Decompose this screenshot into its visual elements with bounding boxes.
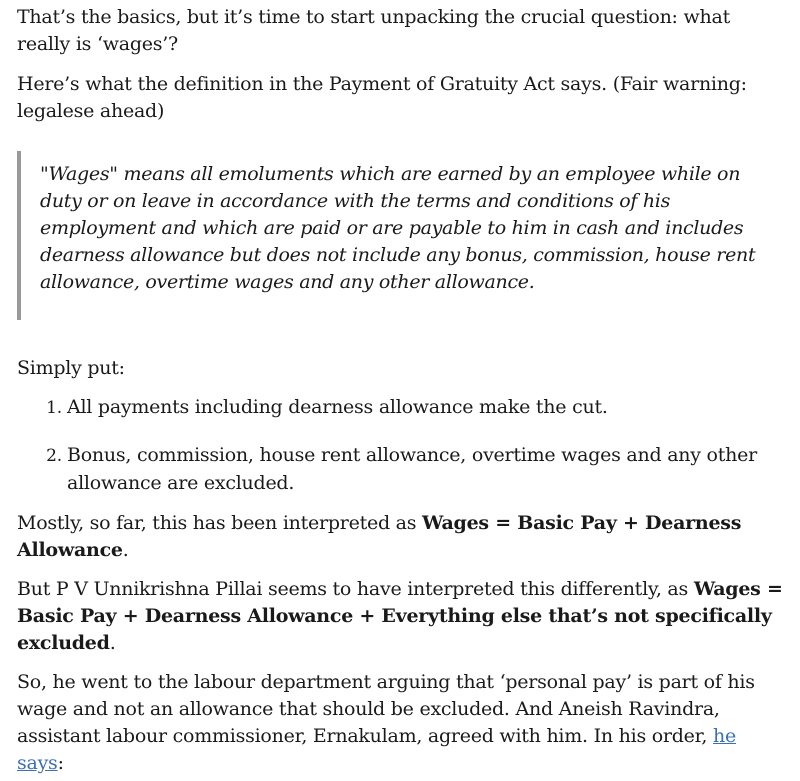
but-suffix: . <box>109 632 116 654</box>
he-says-link[interactable]: he says <box>17 725 736 774</box>
definition-intro-paragraph: Here’s what the definition in the Payment of Gratuity Act says. (Fair warning: legalese ahead) <box>17 73 747 122</box>
definition-blockquote <box>17 151 780 320</box>
quote-text: "Wages" means all emoluments which are earned by an employee while on duty or on leave in accordance with the terms and conditions of his employment and which are paid or are payable to him in cash and includes dearness allowance but does not include any bonus, commission, house rent allowance, overtime wages and any other allowance. <box>40 163 756 293</box>
but-paragraph <box>17 576 787 657</box>
list-item: 1. All payments including dearness allowance make the cut. <box>67 393 787 421</box>
but-text: But P V Unnikrishna Pillai seems to have interpreted this differently, as <box>17 578 694 600</box>
summary-list <box>17 393 787 497</box>
list-item: 2. Bonus, commission, house rent allowance, overtime wages and any other allowance are excluded. <box>67 441 787 497</box>
mostly-text: Mostly, so far, this has been interpreted as <box>17 512 423 534</box>
but-formula: Wages = Basic Pay + Dearness Allowance + Everything else that’s not specifically excluded <box>17 578 783 654</box>
intro-paragraph: That’s the basics, but it’s time to start unpacking the crucial question: what really is ‘wages’? <box>17 6 730 55</box>
so-text: So, he went to the labour department arguing that ‘personal pay’ is part of his wage and not an allowance that should be excluded. And Aneish Ravindra, assistant labour commissioner, Ernakulam, agreed with him. In his order, <box>17 671 755 747</box>
so-paragraph <box>17 669 787 777</box>
mostly-paragraph <box>17 510 787 564</box>
simply-put-paragraph: Simply put: <box>17 357 125 379</box>
mostly-suffix: . <box>122 539 129 561</box>
so-suffix: : <box>57 752 64 774</box>
mostly-formula: Wages = Basic Pay + Dearness Allowance <box>17 512 742 561</box>
